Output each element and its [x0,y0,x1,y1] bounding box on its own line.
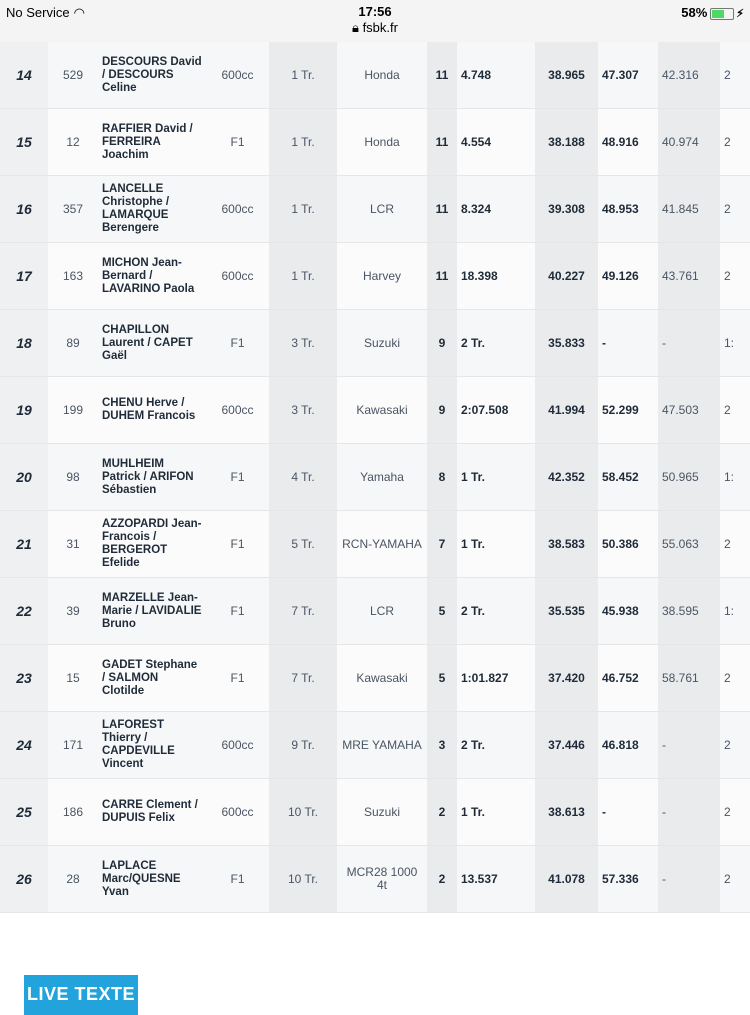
url-text: fsbk.fr [362,20,398,35]
sector-2-cell: 57.336 [598,846,658,913]
truncated-cell: 2 [720,645,750,712]
bike-number-cell: 357 [48,176,98,243]
sector-3-cell: 58.761 [658,645,720,712]
sector-3-cell: 41.845 [658,176,720,243]
category-cell: F1 [206,645,269,712]
position-cell: 19 [0,377,48,444]
truncated-cell: 2 [720,712,750,779]
pilots-cell: LANCELLE Christophe / LAMARQUE Berengere [98,176,206,243]
truncated-cell: 2 [720,511,750,578]
gap-cell: 5 Tr. [269,511,337,578]
sector-2-cell: 58.452 [598,444,658,511]
sector-2-cell: 48.953 [598,176,658,243]
truncated-cell: 2 [720,377,750,444]
table-row [0,578,750,645]
laps-cell: 11 [427,176,457,243]
sector-2-cell: 50.386 [598,511,658,578]
table-row [0,377,750,444]
sector-3-cell: 42.316 [658,42,720,109]
pilots-cell: CHAPILLON Laurent / CAPET Gaël [98,310,206,377]
gap-cell: 1 Tr. [269,42,337,109]
brand-cell: Kawasaki [337,645,427,712]
best-lap-cell: 37.446 [535,712,598,779]
truncated-cell: 2 [720,846,750,913]
best-lap-cell: 38.188 [535,109,598,176]
truncated-cell: 2 [720,109,750,176]
position-cell: 20 [0,444,48,511]
carrier-label: No Service [6,5,70,20]
pilots-cell: GADET Stephane / SALMON Clotilde [98,645,206,712]
time-cell: 2 Tr. [457,712,535,779]
gap-cell: 9 Tr. [269,712,337,779]
category-cell: 600cc [206,243,269,310]
position-cell: 18 [0,310,48,377]
sector-3-cell: - [658,712,720,779]
pilots-cell: MARZELLE Jean-Marie / LAVIDALIE Bruno [98,578,206,645]
truncated-cell: 2 [720,176,750,243]
brand-cell: MCR28 1000 4t [337,846,427,913]
bike-number-cell: 39 [48,578,98,645]
sector-2-cell: 49.126 [598,243,658,310]
laps-cell: 5 [427,578,457,645]
truncated-cell: 2 [720,243,750,310]
sector-3-cell: 43.761 [658,243,720,310]
best-lap-cell: 39.308 [535,176,598,243]
best-lap-cell: 41.994 [535,377,598,444]
laps-cell: 8 [427,444,457,511]
lock-icon: 🔒︎ [352,20,359,35]
pilots-cell: DESCOURS David / DESCOURS Celine [98,42,206,109]
position-cell: 14 [0,42,48,109]
category-cell: F1 [206,578,269,645]
battery-percent: 58% [681,5,708,20]
category-cell: 600cc [206,779,269,846]
sector-3-cell: 50.965 [658,444,720,511]
position-cell: 17 [0,243,48,310]
time-cell: 2 Tr. [457,310,535,377]
brand-cell: Yamaha [337,444,427,511]
pilots-cell: MUHLHEIM Patrick / ARIFON Sébastien [98,444,206,511]
pilots-cell: RAFFIER David / FERREIRA Joachim [98,109,206,176]
table-row [0,42,750,109]
time-cell: 1 Tr. [457,444,535,511]
laps-cell: 2 [427,846,457,913]
brand-cell: Suzuki [337,310,427,377]
laps-cell: 3 [427,712,457,779]
pilots-cell: LAFOREST Thierry / CAPDEVILLE Vincent [98,712,206,779]
time-cell: 1 Tr. [457,511,535,578]
time-cell: 8.324 [457,176,535,243]
laps-cell: 11 [427,243,457,310]
position-cell: 26 [0,846,48,913]
pilots-cell: LAPLACE Marc/QUESNE Yvan [98,846,206,913]
gap-cell: 1 Tr. [269,243,337,310]
category-cell: 600cc [206,377,269,444]
laps-cell: 9 [427,377,457,444]
sector-2-cell: 47.307 [598,42,658,109]
bike-number-cell: 98 [48,444,98,511]
time-cell: 1 Tr. [457,779,535,846]
best-lap-cell: 41.078 [535,846,598,913]
position-cell: 23 [0,645,48,712]
bike-number-cell: 199 [48,377,98,444]
bike-number-cell: 15 [48,645,98,712]
gap-cell: 3 Tr. [269,377,337,444]
best-lap-cell: 38.965 [535,42,598,109]
live-texte-button[interactable]: LIVE TEXTE [24,975,138,1015]
brand-cell: Kawasaki [337,377,427,444]
gap-cell: 1 Tr. [269,176,337,243]
sector-2-cell: 45.938 [598,578,658,645]
sector-3-cell: - [658,310,720,377]
clock: 17:56 [358,4,392,19]
best-lap-cell: 37.420 [535,645,598,712]
bike-number-cell: 31 [48,511,98,578]
best-lap-cell: 42.352 [535,444,598,511]
table-row [0,310,750,377]
bike-number-cell: 163 [48,243,98,310]
position-cell: 16 [0,176,48,243]
address-bar[interactable] [0,20,750,36]
sector-3-cell: 47.503 [658,377,720,444]
results-table [0,42,750,913]
position-cell: 25 [0,779,48,846]
position-cell: 15 [0,109,48,176]
table-row [0,109,750,176]
brand-cell: Suzuki [337,779,427,846]
sector-3-cell: - [658,846,720,913]
gap-cell: 4 Tr. [269,444,337,511]
bike-number-cell: 12 [48,109,98,176]
table-row [0,779,750,846]
gap-cell: 7 Tr. [269,645,337,712]
category-cell: F1 [206,511,269,578]
laps-cell: 9 [427,310,457,377]
position-cell: 21 [0,511,48,578]
bike-number-cell: 186 [48,779,98,846]
category-cell: F1 [206,444,269,511]
category-cell: F1 [206,846,269,913]
best-lap-cell: 40.227 [535,243,598,310]
gap-cell: 3 Tr. [269,310,337,377]
sector-2-cell: 46.818 [598,712,658,779]
gap-cell: 10 Tr. [269,779,337,846]
laps-cell: 5 [427,645,457,712]
status-bar [0,0,750,43]
truncated-cell: 2 [720,42,750,109]
table-row [0,176,750,243]
best-lap-cell: 38.583 [535,511,598,578]
brand-cell: LCR [337,578,427,645]
best-lap-cell: 35.833 [535,310,598,377]
table-row [0,511,750,578]
brand-cell: Harvey [337,243,427,310]
best-lap-cell: 38.613 [535,779,598,846]
laps-cell: 11 [427,109,457,176]
sector-3-cell: - [658,779,720,846]
gap-cell: 10 Tr. [269,846,337,913]
sector-3-cell: 38.595 [658,578,720,645]
sector-3-cell: 40.974 [658,109,720,176]
time-cell: 2 Tr. [457,578,535,645]
table-row [0,444,750,511]
pilots-cell: CHENU Herve / DUHEM Francois [98,377,206,444]
time-cell: 1:01.827 [457,645,535,712]
brand-cell: MRE YAMAHA [337,712,427,779]
sector-2-cell: 48.916 [598,109,658,176]
bike-number-cell: 529 [48,42,98,109]
pilots-cell: CARRE Clement / DUPUIS Felix [98,779,206,846]
sector-2-cell: - [598,779,658,846]
results-body [0,42,750,913]
sector-2-cell: 46.752 [598,645,658,712]
brand-cell: Honda [337,42,427,109]
battery-status [681,5,744,20]
category-cell: 600cc [206,712,269,779]
bike-number-cell: 89 [48,310,98,377]
truncated-cell: 2 [720,779,750,846]
time-cell: 2:07.508 [457,377,535,444]
time-cell: 4.748 [457,42,535,109]
table-row [0,645,750,712]
table-row [0,712,750,779]
position-cell: 22 [0,578,48,645]
sector-3-cell: 55.063 [658,511,720,578]
truncated-cell: 1: [720,310,750,377]
laps-cell: 7 [427,511,457,578]
bike-number-cell: 28 [48,846,98,913]
bike-number-cell: 171 [48,712,98,779]
table-row [0,846,750,913]
time-cell: 18.398 [457,243,535,310]
category-cell: 600cc [206,42,269,109]
wifi-icon: ◠ [73,5,85,20]
time-cell: 13.537 [457,846,535,913]
brand-cell: Honda [337,109,427,176]
charging-icon: ⚡︎ [736,8,744,20]
gap-cell: 7 Tr. [269,578,337,645]
pilots-cell: MICHON Jean-Bernard / LAVARINO Paola [98,243,206,310]
status-center [0,4,750,36]
table-row [0,243,750,310]
gap-cell: 1 Tr. [269,109,337,176]
position-cell: 24 [0,712,48,779]
best-lap-cell: 35.535 [535,578,598,645]
sector-2-cell: 52.299 [598,377,658,444]
pilots-cell: AZZOPARDI Jean-Francois / BERGEROT Efelide [98,511,206,578]
category-cell: F1 [206,310,269,377]
truncated-cell: 1: [720,444,750,511]
laps-cell: 2 [427,779,457,846]
laps-cell: 11 [427,42,457,109]
category-cell: 600cc [206,176,269,243]
brand-cell: RCN-YAMAHA [337,511,427,578]
truncated-cell: 1: [720,578,750,645]
sector-2-cell: - [598,310,658,377]
brand-cell: LCR [337,176,427,243]
time-cell: 4.554 [457,109,535,176]
battery-icon [710,8,734,20]
category-cell: F1 [206,109,269,176]
